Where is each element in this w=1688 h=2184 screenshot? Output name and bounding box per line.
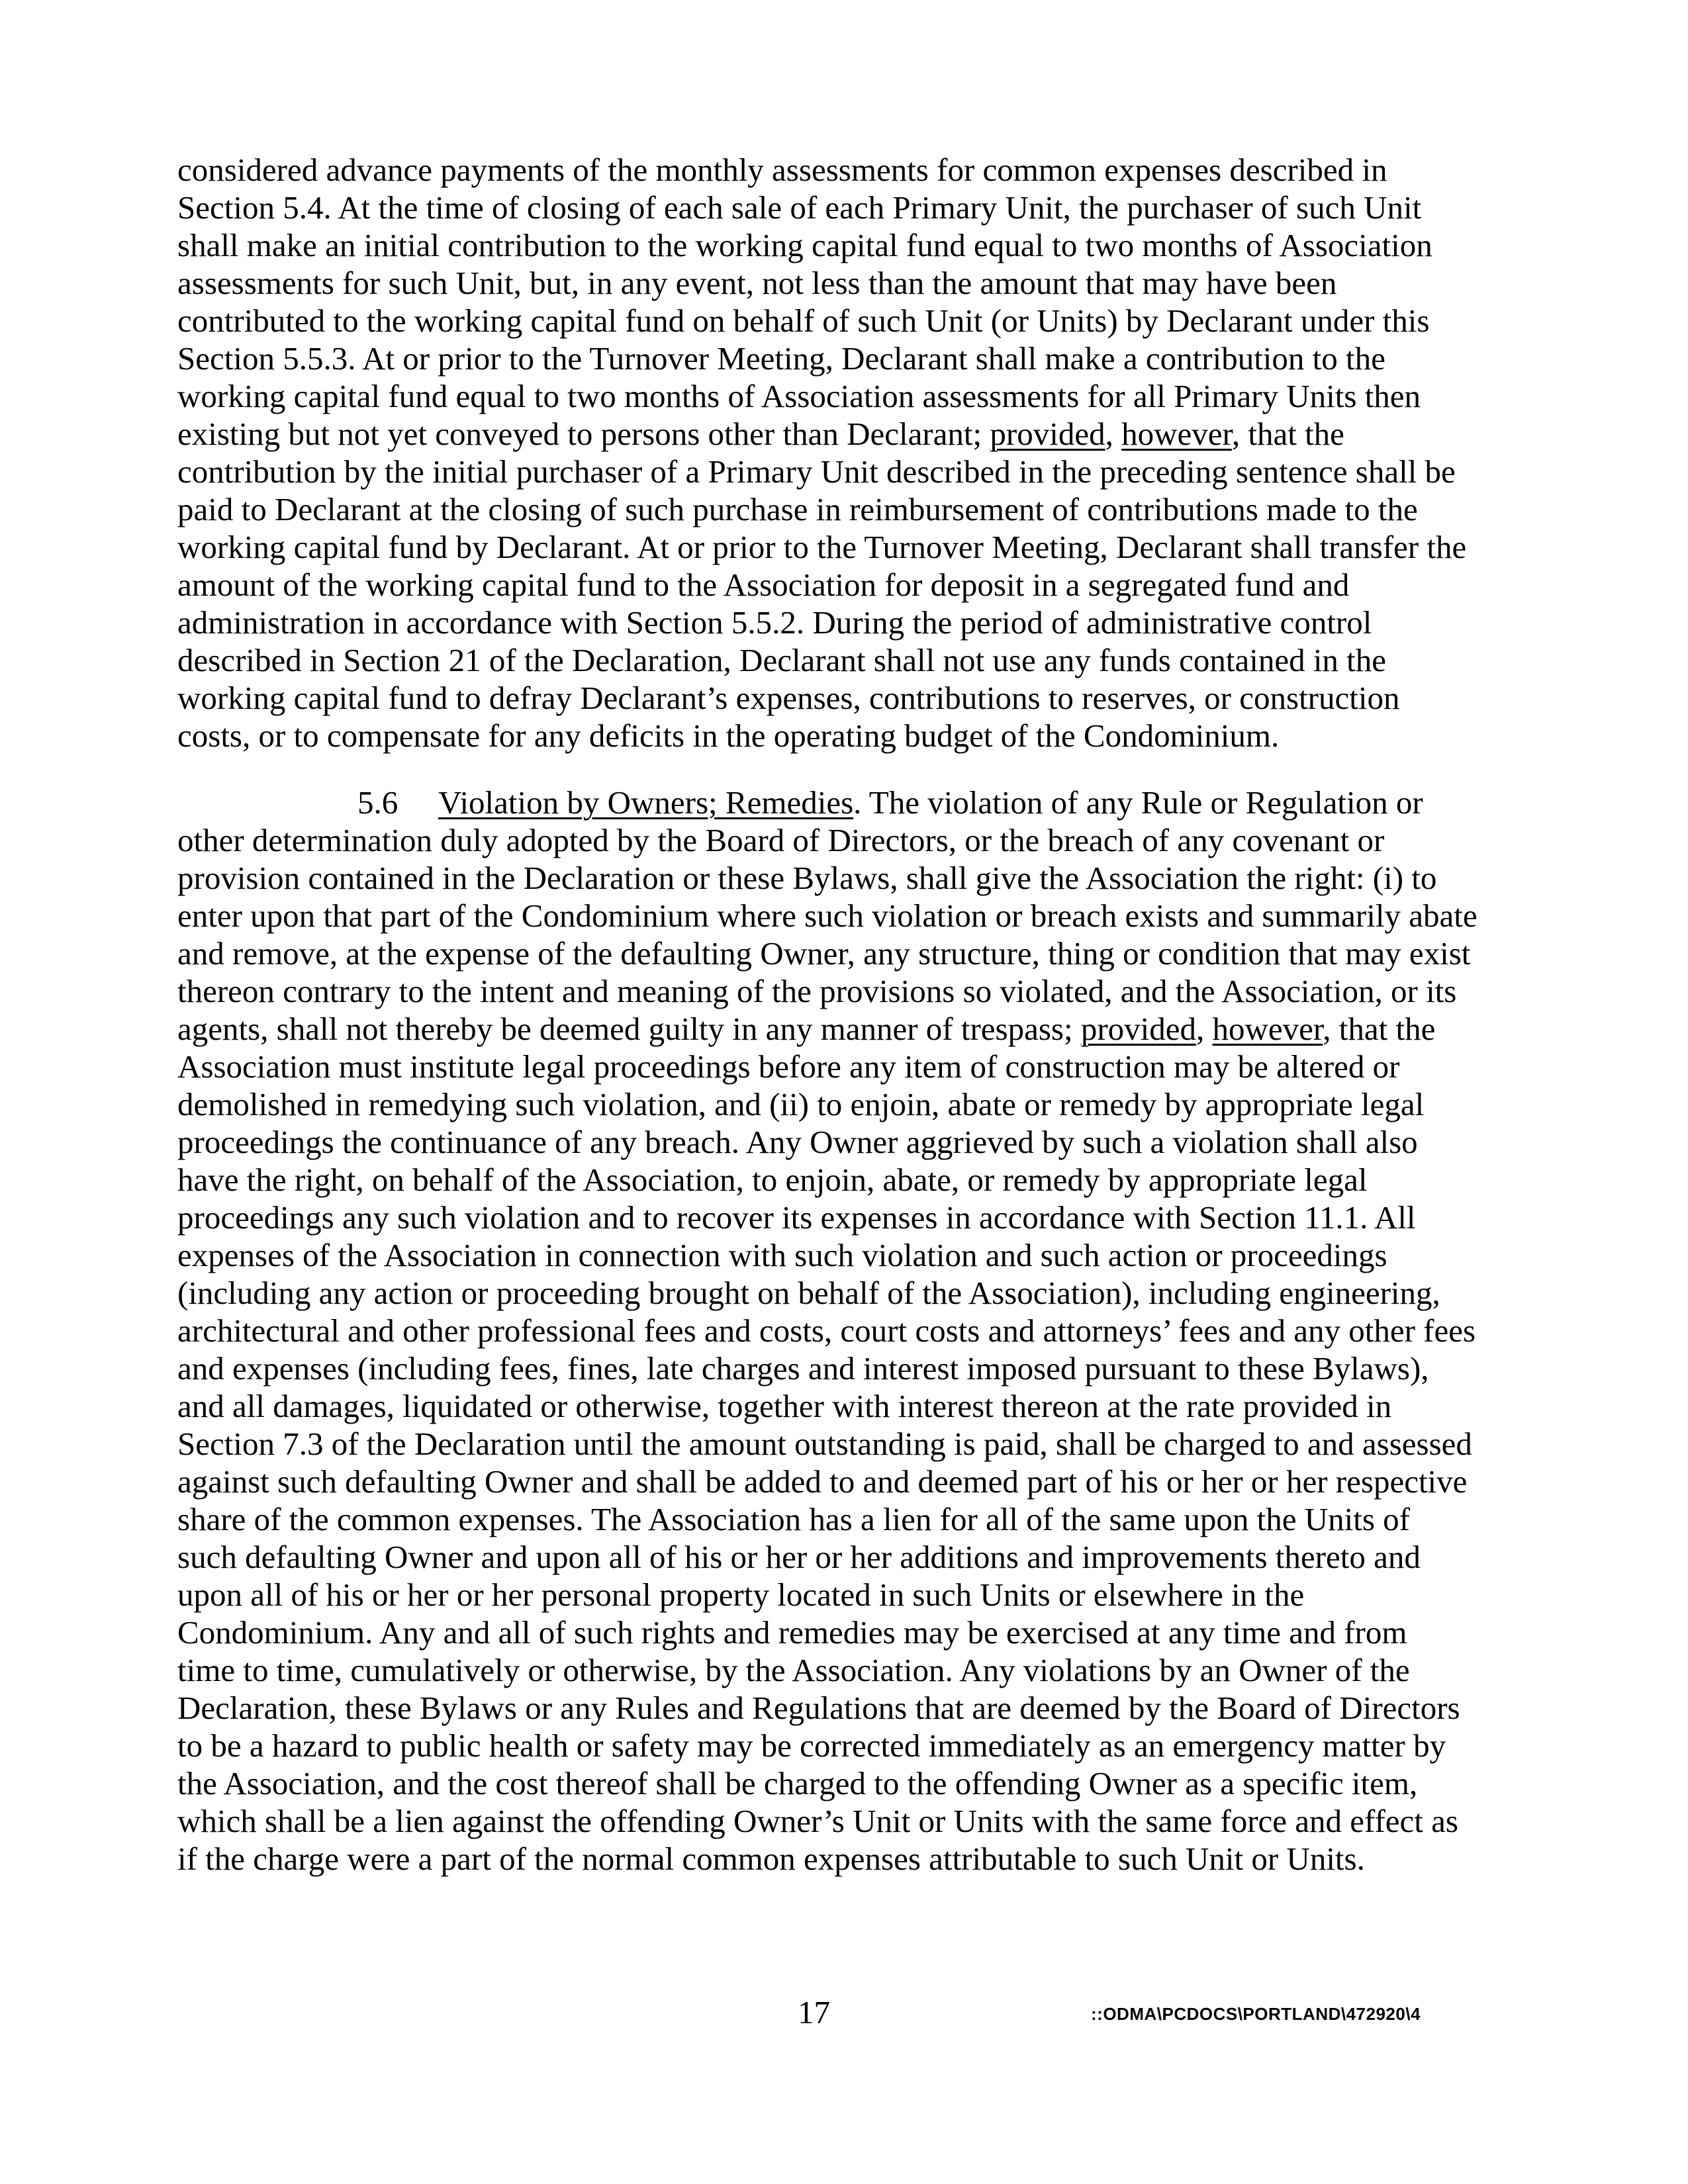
text-line: such defaulting Owner and upon all of his or her or her additions and improvements thereto and	[177, 1539, 1421, 1575]
text-line: upon all of his or her or her personal property located in such Units or elsewhere in the	[177, 1576, 1305, 1613]
text-line: contributed to the working capital fund on behalf of such Unit (or Units) by Declarant under this	[177, 302, 1430, 339]
text-line: working capital fund by Declarant. At or prior to the Turnover Meeting, Declarant shall transfer the	[177, 529, 1467, 565]
text-line: thereon contrary to the intent and meaning of the provisions so violated, and the Association, or its	[177, 973, 1457, 1009]
section-5-6-paragraph	[177, 784, 1508, 1878]
text-line: considered advance payments of the monthly assessments for common expenses described in	[177, 152, 1387, 188]
text-line: proceedings any such violation and to recover its expenses in accordance with Section 11.1. All	[177, 1199, 1416, 1236]
text-line: Condominium. Any and all of such rights and remedies may be exercised at any time and from	[177, 1614, 1407, 1651]
text-line	[177, 1010, 1508, 1048]
text-line	[177, 415, 1508, 453]
underlined-term-however: however	[1212, 1011, 1323, 1047]
text-line: working capital fund equal to two months of Association assessments for all Primary Units then	[177, 378, 1421, 414]
text-line: shall make an initial contribution to the working capital fund equal to two months of Association	[177, 227, 1432, 263]
text-line: architectural and other professional fees and costs, court costs and attorneys’ fees and any other fees	[177, 1312, 1476, 1349]
text-segment: .	[853, 784, 862, 821]
text-line: and all damages, liquidated or otherwise, together with interest thereon at the rate provided in	[177, 1388, 1392, 1424]
text-segment: ,	[1105, 416, 1122, 452]
section-heading-line	[177, 784, 1508, 821]
text-line: contribution by the initial purchaser of a Primary Unit described in the preceding sentence shall be	[177, 453, 1456, 490]
page-number: 17	[798, 1994, 830, 2030]
text-line: and remove, at the expense of the defaulting Owner, any structure, thing or condition that may exist	[177, 935, 1471, 972]
text-segment: The violation of any Rule or Regulation or	[861, 784, 1423, 821]
text-line: the Association, and the cost thereof shall be charged to the offending Owner as a specific item,	[177, 1765, 1418, 1801]
text-line: amount of the working capital fund to the Association for deposit in a segregated fund and	[177, 567, 1350, 603]
text-line: if the charge were a part of the normal common expenses attributable to such Unit or Units.	[177, 1841, 1365, 1877]
text-line: costs, or to compensate for any deficits in the operating budget of the Condominium.	[177, 717, 1280, 754]
text-line: Association must institute legal proceedings before any item of construction may be altered or	[177, 1048, 1400, 1085]
body-text	[177, 151, 1508, 1878]
section-heading: Violation by Owners; Remedies	[438, 784, 854, 821]
text-line: share of the common expenses. The Association has a lien for all of the same upon the Units of	[177, 1501, 1410, 1537]
text-line: and expenses (including fees, fines, late charges and interest imposed pursuant to these Bylaws),	[177, 1350, 1429, 1387]
text-line: (including any action or proceeding brought on behalf of the Association), including engineering,	[177, 1275, 1440, 1311]
section-number: 5.6	[357, 784, 399, 821]
text-line: to be a hazard to public health or safety may be corrected immediately as an emergency matter by	[177, 1727, 1446, 1764]
text-line: enter upon that part of the Condominium where such violation or breach exists and summarily abate	[177, 897, 1477, 934]
text-line: demolished in remedying such violation, and (ii) to enjoin, abate or remedy by appropriate legal	[177, 1086, 1425, 1122]
underlined-term-provided: provided	[990, 416, 1105, 452]
text-line: described in Section 21 of the Declaration, Declarant shall not use any funds contained in the	[177, 642, 1387, 678]
text-line: expenses of the Association in connection with such violation and such action or proceedings	[177, 1237, 1387, 1273]
underlined-term-provided: provided	[1080, 1011, 1197, 1047]
text-line: Section 5.5.3. At or prior to the Turnover Meeting, Declarant shall make a contribution to the	[177, 340, 1385, 377]
text-segment: , that the	[1323, 1011, 1436, 1047]
text-line: Declaration, these Bylaws or any Rules and Regulations that are deemed by the Board of Directors	[177, 1690, 1460, 1726]
underlined-term-however: however	[1121, 416, 1232, 452]
text-line: Section 7.3 of the Declaration until the amount outstanding is paid, shall be charged to and assessed	[177, 1426, 1472, 1462]
document-id: ::ODMA\PCDOCS\PORTLAND\472920\4	[1091, 2004, 1421, 2024]
text-segment: agents, shall not thereby be deemed guilty in any manner of trespass;	[177, 1011, 1081, 1047]
text-line: assessments for such Unit, but, in any event, not less than the amount that may have been	[177, 265, 1337, 301]
text-line: Section 5.4. At the time of closing of each sale of each Primary Unit, the purchaser of such Unit	[177, 189, 1422, 226]
text-line: other determination duly adopted by the Board of Directors, or the breach of any covenant or	[177, 822, 1385, 858]
paragraph-continued	[177, 151, 1508, 754]
text-segment: ,	[1196, 1011, 1213, 1047]
text-line: against such defaulting Owner and shall be added to and deemed part of his or her or her respective	[177, 1463, 1468, 1500]
text-line: paid to Declarant at the closing of such purchase in reimbursement of contributions made to the	[177, 491, 1418, 527]
text-line: which shall be a lien against the offending Owner’s Unit or Units with the same force and effect as	[177, 1803, 1458, 1839]
text-line: administration in accordance with Section 5.5.2. During the period of administrative control	[177, 604, 1372, 641]
text-segment: existing but not yet conveyed to persons other than Declarant;	[177, 416, 990, 452]
text-line: provision contained in the Declaration or these Bylaws, shall give the Association the right: (i) to	[177, 860, 1437, 896]
text-line: time to time, cumulatively or otherwise, by the Association. Any violations by an Owner of the	[177, 1652, 1410, 1688]
text-line: working capital fund to defray Declarant’s expenses, contributions to reserves, or construction	[177, 680, 1400, 716]
text-line: proceedings the continuance of any breach. Any Owner aggrieved by such a violation shall also	[177, 1124, 1418, 1160]
text-segment: , that the	[1231, 416, 1344, 452]
text-line: have the right, on behalf of the Association, to enjoin, abate, or remedy by appropriate legal	[177, 1161, 1368, 1198]
